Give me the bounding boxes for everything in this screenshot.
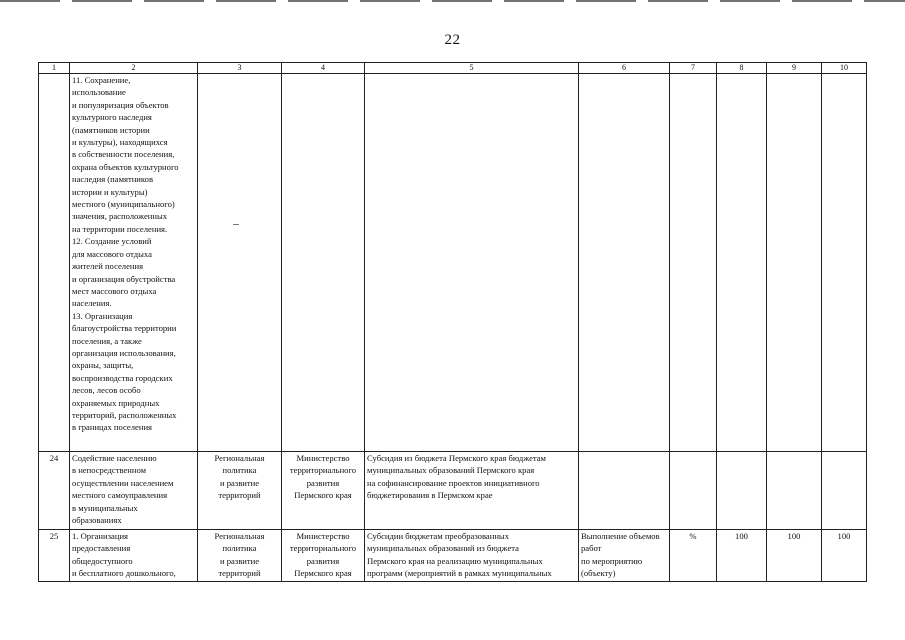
unit-cell <box>670 452 717 530</box>
subsidy-cell: Субсидия из бюджета Пермского края бюджетам муниципальных образований Пермского края на софинансирование проектов инициативного бюджетирования в Пермском крае <box>365 452 579 530</box>
value-cell <box>767 74 822 452</box>
column-number: 3 <box>198 63 282 74</box>
indicator-cell <box>579 74 670 452</box>
program-cell: Региональная политика и развитие территорий <box>198 452 282 530</box>
table-row <box>39 74 867 452</box>
row-number: 24 <box>39 452 70 530</box>
unit-cell: % <box>670 530 717 582</box>
agency-cell <box>282 74 365 452</box>
program-cell <box>198 74 282 452</box>
column-number: 8 <box>717 63 767 74</box>
column-number: 10 <box>822 63 867 74</box>
agency-cell: Министерство территориального развития Пермского края <box>282 530 365 582</box>
value-cell: 100 <box>822 530 867 582</box>
column-number: 1 <box>39 63 70 74</box>
column-number: 6 <box>579 63 670 74</box>
value-cell <box>822 452 867 530</box>
measure-cell: 1. Организация предоставления общедоступного и бесплатного дошкольного, <box>70 530 198 582</box>
row-number <box>39 74 70 452</box>
indicator-cell: Выполнение объемов работ по мероприятию (объекту) <box>579 530 670 582</box>
value-cell <box>717 74 767 452</box>
subsidy-cell <box>365 74 579 452</box>
program-cell: Региональная политика и развитие территорий <box>198 530 282 582</box>
agency-cell: Министерство территориального развития Пермского края <box>282 452 365 530</box>
column-number-row <box>39 63 867 74</box>
value-cell <box>822 74 867 452</box>
page-number: 22 <box>444 32 461 48</box>
top-edge-rule <box>0 0 905 2</box>
column-number: 9 <box>767 63 822 74</box>
measure-cell: 11. Сохранение, использование и популяризация объектов культурного наследия (памятников истории и культуры), находящихся в собственности поселения, охрана объектов культурного наследия (памятников истории и культуры) местного (муниципального) значения, расположенных на территории поселения. 12. Создание условий для массового отдыха жителей поселения и организация обустройства мест массового отдыха населения. 13. Организация благоустройства территории поселения, а также организация использования, охраны, защиты, воспроизводства городских лесов, лесов особо охраняемых природных территорий, расположенных в границах поселения <box>70 74 198 452</box>
data-table <box>38 62 867 582</box>
value-cell <box>717 452 767 530</box>
subsidy-cell: Субсидии бюджетам преобразованных муниципальных образований из бюджета Пермского края на реализацию муниципальных программ (мероприятий в рамках муниципальных <box>365 530 579 582</box>
column-number: 4 <box>282 63 365 74</box>
column-number: 5 <box>365 63 579 74</box>
empty-cell-dash <box>233 224 239 225</box>
measure-cell: Содействие населению в непосредственном осуществлении населением местного самоуправления в муниципальных образованиях <box>70 452 198 530</box>
value-cell: 100 <box>717 530 767 582</box>
value-cell: 100 <box>767 530 822 582</box>
indicator-cell <box>579 452 670 530</box>
column-number: 7 <box>670 63 717 74</box>
table-row <box>39 452 867 530</box>
value-cell <box>767 452 822 530</box>
table-row <box>39 530 867 582</box>
unit-cell <box>670 74 717 452</box>
column-number: 2 <box>70 63 198 74</box>
row-number: 25 <box>39 530 70 582</box>
